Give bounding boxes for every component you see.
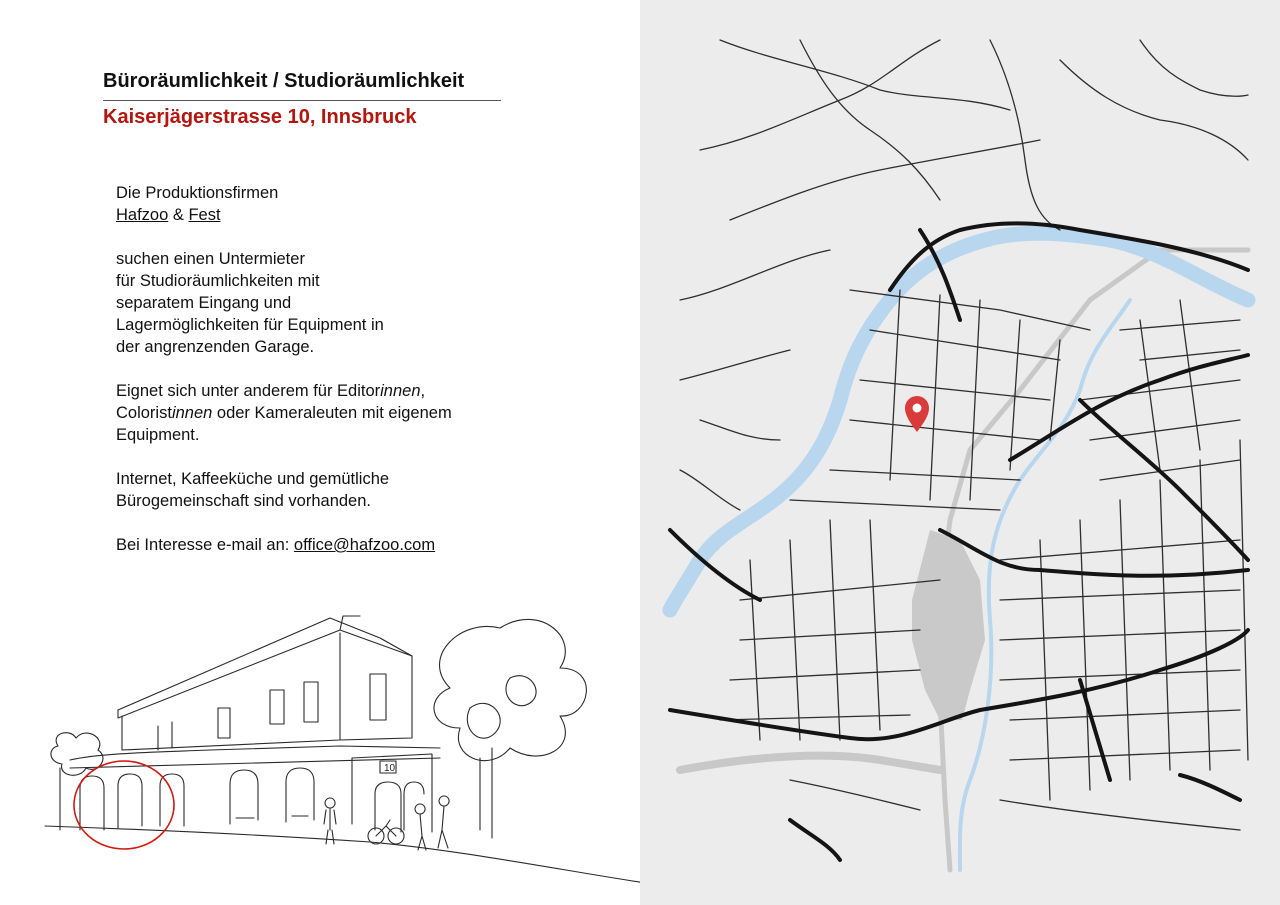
house-number: 10 <box>384 763 396 774</box>
offer-line-5: der angrenzenden Garage. <box>116 338 315 356</box>
rail-yard-area <box>912 530 985 720</box>
suitability-line-2: Coloristinnen oder Kameraleuten mit eigenem <box>116 404 452 422</box>
intro-line: Die Produktionsfirmen <box>116 184 279 202</box>
offer-line-1: suchen einen Untermieter <box>116 250 305 268</box>
city-map <box>640 0 1280 905</box>
fest-link[interactable]: Fest <box>188 206 221 224</box>
listing-description <box>116 182 536 556</box>
page-title: Büroräumlichkeit / Studioräumlichkeit <box>103 70 465 92</box>
building-line-sketch <box>40 598 655 893</box>
river-sill <box>960 300 1130 870</box>
company-names: Hafzoo & Fest <box>116 206 221 224</box>
offer-line-4: Lagermöglichkeiten für Equipment in <box>116 316 384 334</box>
amenities-line-1: Internet, Kaffeeküche und gemütliche <box>116 470 390 488</box>
suitability-line-1: Eignet sich unter anderem für Editorinnen, <box>116 382 426 400</box>
map-panel <box>640 0 1280 905</box>
offer-line-2: für Studioräumlichkeiten mit <box>116 272 320 290</box>
address-heading: Kaiserjägerstrasse 10, Innsbruck <box>103 106 417 128</box>
suitability-line-3: Equipment. <box>116 426 200 444</box>
title-divider <box>103 100 501 101</box>
contact-line: Bei Interesse e-mail an: office@hafzoo.com <box>116 536 436 554</box>
highlight-circle <box>74 761 174 849</box>
email-link[interactable]: office@hafzoo.com <box>293 536 436 554</box>
offer-line-3: separatem Eingang und <box>116 294 292 312</box>
hafzoo-link[interactable]: Hafzoo <box>116 206 169 224</box>
amenities-line-2: Bürogemeinschaft sind vorhanden. <box>116 492 371 510</box>
